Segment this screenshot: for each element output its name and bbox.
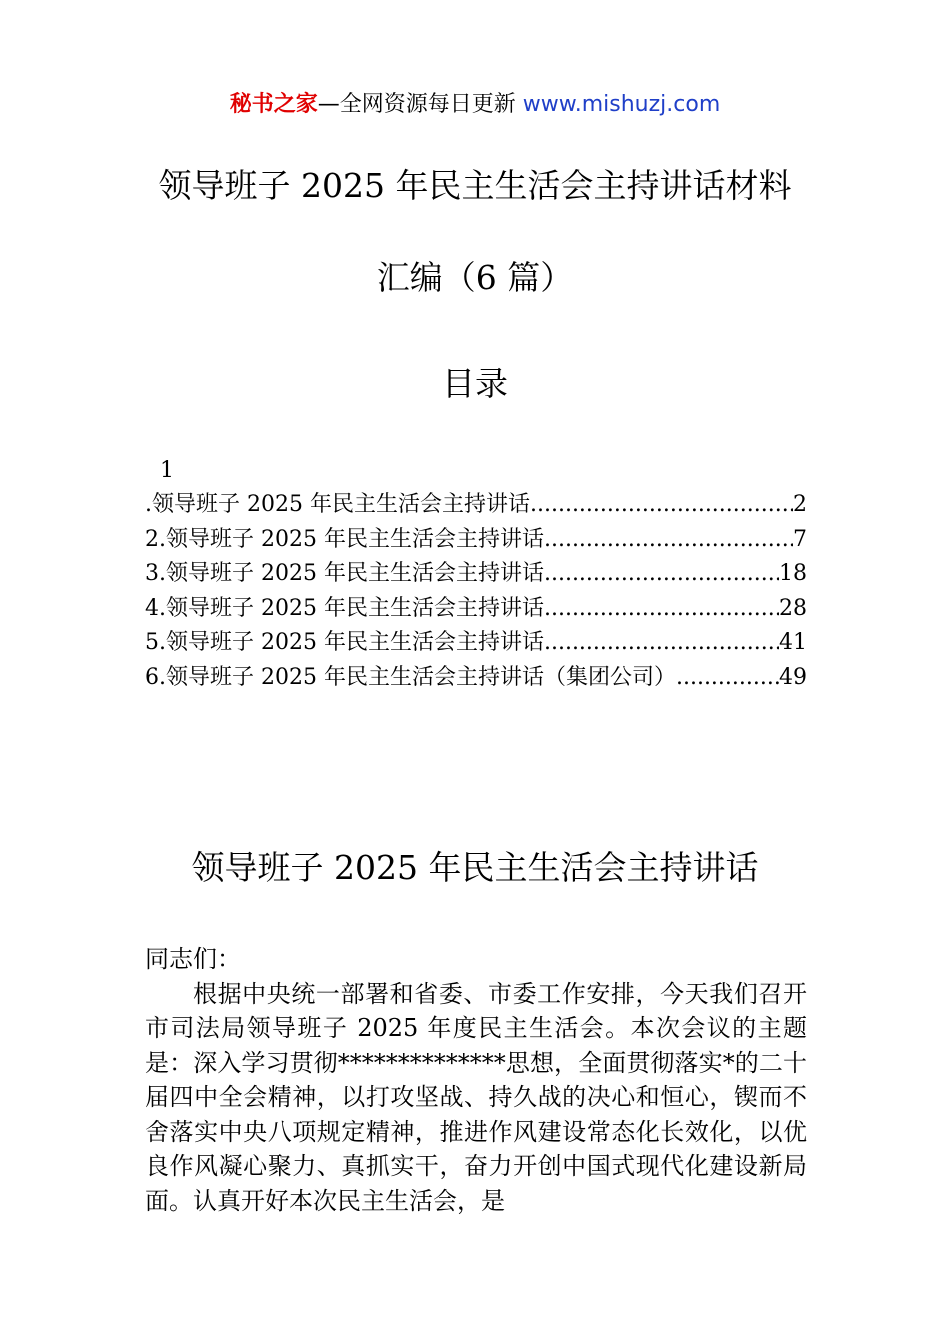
document-title-line2: 汇编（6 篇） [376, 258, 574, 297]
toc-entry-page: 28 [779, 595, 807, 621]
toc-entry-label: 3.领导班子 2025 年民主生活会主持讲话 [145, 561, 544, 586]
toc-entry[interactable] [145, 626, 807, 661]
body-paragraph: 根据中央统一部署和省委、市委工作安排，今天我们召开市司法局领导班子 2025 年度民主生活会。本次会议的主题是：深入学习贯彻**************思想，全面贯彻落实*的二十届四中全会精神，以打攻坚战、持久战的决心和恒心，锲而不舍落实中央八项规定精神，推进作风建设常态化长效化，以优良作风凝心聚力、真抓实干，奋力开创中国式现代化建设新局面。认真开好本次民主生活会，是 [145, 979, 807, 1215]
toc-entry[interactable] [145, 661, 807, 696]
toc-dot-leader [676, 661, 779, 696]
toc-entry-label: 5.领导班子 2025 年民主生活会主持讲话 [145, 630, 544, 655]
toc-stray-number: 1 [160, 458, 174, 483]
salutation: 同志们： [145, 945, 241, 973]
toc-entry[interactable] [145, 557, 807, 592]
toc-entry-label: 2.领导班子 2025 年民主生活会主持讲话 [145, 526, 544, 552]
table-of-contents [145, 454, 807, 695]
brand-name: 秘书之家 [229, 92, 318, 117]
document-title-line1: 领导班子 2025 年民主生活会主持讲话材料 [158, 166, 792, 205]
toc-entry-page: 7 [793, 526, 807, 552]
site-url-link[interactable]: www.mishuzj.com [522, 92, 721, 117]
speech-body [145, 942, 807, 1218]
toc-entry[interactable] [145, 523, 807, 558]
toc-dot-leader [544, 557, 779, 592]
toc-dot-leader [544, 523, 793, 558]
toc-dot-leader [544, 626, 779, 661]
toc-entry-label: .领导班子 2025 年民主生活会主持讲话 [145, 492, 530, 517]
toc-entry-label: 6.领导班子 2025 年民主生活会主持讲话（集团公司） [145, 664, 676, 690]
toc-entry[interactable] [145, 592, 807, 627]
toc-entry-page: 2 [793, 492, 807, 517]
toc-heading: 目录 [442, 364, 508, 403]
toc-dot-leader [530, 488, 793, 523]
site-header [0, 88, 950, 122]
section-title: 领导班子 2025 年民主生活会主持讲话 [191, 848, 759, 887]
toc-entry-page: 41 [779, 630, 807, 655]
header-tagline: —全网资源每日更新 [317, 92, 523, 117]
toc-entry[interactable] [145, 488, 807, 523]
toc-entry-label: 4.领导班子 2025 年民主生活会主持讲话 [145, 595, 544, 621]
toc-entry-page: 18 [779, 561, 807, 586]
toc-entry-page: 49 [779, 664, 807, 690]
toc-dot-leader [544, 592, 779, 627]
